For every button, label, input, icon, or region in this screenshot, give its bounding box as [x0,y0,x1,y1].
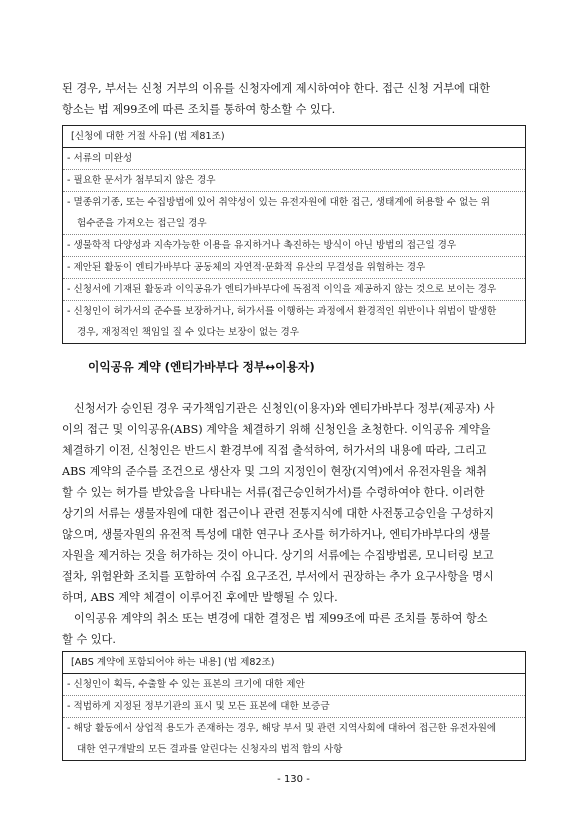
paragraph-line: 이익공유 계약의 취소 또는 변경에 대한 결정은 법 제99조에 따른 조치를 통하여 항소 [74,612,488,625]
refusal-reasons-box [62,125,526,344]
paragraph-line: 이의 접근 및 이익공유(ABS) 계약을 체결하기 위해 신청인을 초청한다. 이익공유 계약을 [62,423,491,436]
list-item [63,718,525,760]
list-item-text: - 적법하게 지정된 정부기관의 표시 및 모든 표본에 대한 보증금 [67,701,330,712]
list-item [63,279,525,301]
abs-contents-list [63,674,525,760]
refusal-reasons-list [63,148,525,343]
list-item-text: - 서류의 미완성 [67,153,133,164]
list-item [63,696,525,718]
paragraph-line: 신청서가 승인된 경우 국가책임기관은 신청인(이용자)와 엔티가바부다 정부(제공자) 사 [74,402,495,415]
list-item-text: - 제안된 활동이 엔티가바부다 공동체의 자연적·문화적 유산의 무결성을 위협하는 경우 [67,262,426,273]
list-item [63,257,525,279]
list-item-text: - 신청인이 획득, 수출할 수 있는 표본의 크기에 대한 제안 [67,679,305,690]
paragraph-line: 체결하기 이전, 신청인은 반드시 환경부에 직접 출석하여, 허가서의 내용에 따라, 그리고 [62,444,487,457]
paragraph-line: 절차, 위험완화 조치를 포함하여 수집 요구조건, 부서에서 권장하는 추가 요구사항을 명시 [62,570,494,583]
list-item-text: - 신청서에 기재된 활동과 이익공유가 엔티가바부다에 독점적 이익을 제공하지 않는 것으로 보이는 경우 [67,284,497,295]
list-item-text: - 필요한 문서가 첨부되지 않은 경우 [67,175,216,186]
refusal-box-header: [신청에 대한 거절 사유] (법 제81조) [63,126,525,148]
paragraph-line: ABS 계약의 준수를 조건으로 생산자 및 그의 지정인이 현장(지역)에서 유전자원을 채취 [62,465,487,478]
intro-paragraph [62,78,526,120]
list-item-text: - 해당 활동에서 상업적 용도가 존재하는 경우, 해당 부서 및 관련 지역사회에 대하여 접근한 유전자원에 [67,723,497,734]
list-item-text: - 생물학적 다양성과 지속가능한 이용을 유지하거나 촉진하는 방식이 아닌 방법의 접근일 경우 [67,240,457,251]
paragraph-line: 상기의 서류는 생물자원에 대한 접근이나 관련 전통지식에 대한 사전통고승인을 구성하지 [62,507,494,520]
list-item-text: - 신청인이 허가서의 준수를 보장하거나, 허가서를 이행하는 과정에서 환경적인 위반이나 위법이 발생한 [67,306,497,317]
paragraph-line: 항소는 법 제99조에 따른 조치를 통하여 항소할 수 있다. [62,103,336,116]
paragraph-line: 할 수 있다. [62,633,116,646]
paragraph-line: 된 경우, 부서는 신청 거부의 이유를 신청자에게 제시하여야 한다. 접근 신청 거부에 대한 [62,82,491,95]
paragraph-line: 하며, ABS 계약 체결이 이루어진 후에만 발행될 수 있다. [62,591,338,604]
body-paragraph-1 [62,398,526,608]
list-item-text: 경우, 재정적인 책임일 질 수 있다는 보장이 없는 경우 [77,327,300,338]
abs-box-header: [ABS 계약에 포함되어야 하는 내용] (법 제82조) [63,652,525,674]
page-number: - 130 - [277,774,310,785]
list-item [63,674,525,696]
section-title: 이익공유 계약 (엔티가바부다 정부↔이용자) [88,360,315,374]
list-item [63,148,525,170]
abs-contents-box [62,651,526,761]
list-item [63,170,525,192]
body-paragraph-2 [62,608,526,650]
list-item [63,301,525,343]
paragraph-line: 할 수 있는 허가를 받았음을 나타내는 서류(접근승인허가서)를 수령하여야 한다. 이러한 [62,486,485,499]
list-item [63,235,525,257]
list-item-text: - 멸종위기종, 또는 수집방법에 있어 취약성이 있는 유전자원에 대한 접근, 생태계에 허용할 수 없는 위 [67,197,490,208]
list-item [63,192,525,235]
paragraph-line: 자원을 제거하는 것을 허가하는 것이 아니다. 상기의 서류에는 수집방법론, 모니터링 보고 [62,549,494,562]
list-item-text: 대한 연구개발의 모든 결과를 알린다는 신청자의 법적 합의 사항 [77,744,343,755]
paragraph-line: 않으며, 생물자원의 유전적 특성에 대한 연구나 조사를 허가하거나, 엔티가바부다의 생물 [62,528,491,541]
list-item-text: 험수준을 가져오는 접근일 경우 [77,218,207,229]
